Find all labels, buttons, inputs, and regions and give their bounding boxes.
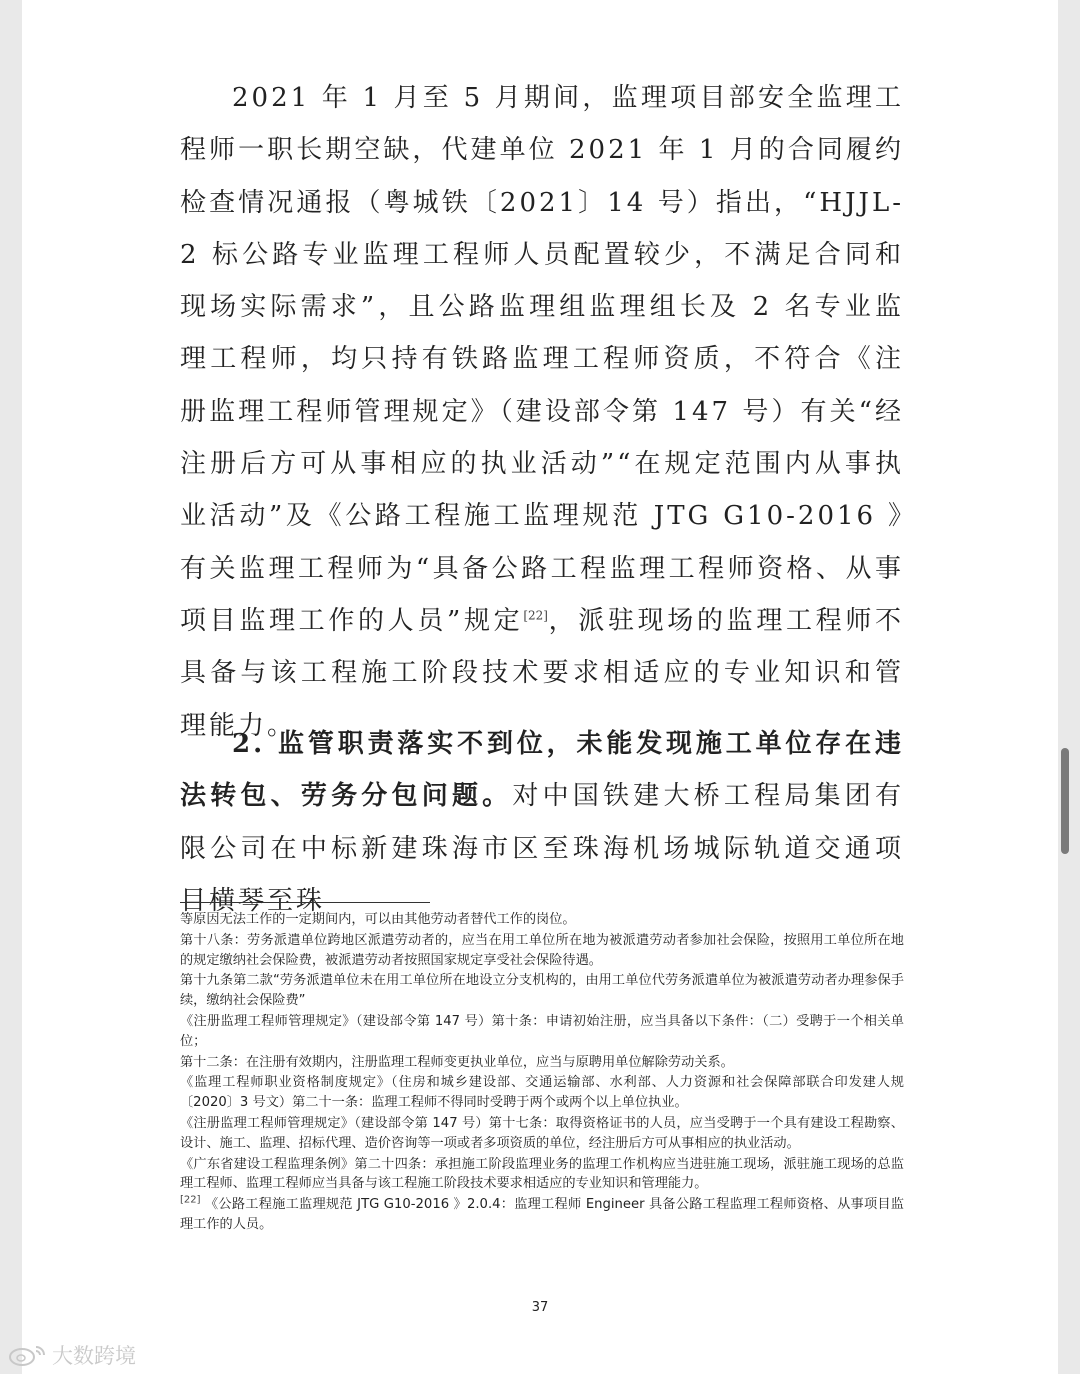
weibo-logo-icon: [8, 1343, 48, 1367]
footnote-22-text: 《公路工程施工监理规范 JTG G10-2016 》2.0.4：监理工程师 Engineer 具备公路工程监理工程师资格、从事项目监理工作的人员。: [180, 1197, 904, 1232]
paragraph-2: [180, 718, 904, 927]
footnote-line: 《注册监理工程师管理规定》（建设部令第 147 号）第十条：申请初始注册，应当具备以下条件：（二）受聘于一个相关单位；: [180, 1013, 904, 1049]
watermark-text: 大数跨境: [52, 1344, 136, 1368]
footnote-line: 《广东省建设工程监理条例》第二十四条：承担施工阶段监理业务的监理工作机构应当进驻施工现场，派驻施工现场的总监理工程师、监理工程师应当具备与该工程施工阶段技术要求相适应的专业知识和管理能力。: [180, 1156, 904, 1192]
footnote-line: 等原因无法工作的一定期间内，可以由其他劳动者替代工作的岗位。: [180, 912, 576, 927]
page-number: 37: [531, 1300, 549, 1315]
footnote-line: 《监理工程师职业资格制度规定》（住房和城乡建设部、交通运输部、水利部、人力资源和社会保障部联合印发建人规〔2020〕3 号文）第二十一条：监理工程师不得同时受聘于两个或两个以上单位执业。: [180, 1075, 904, 1111]
footnote-line: 第十九条第二款“劳务派遣单位未在用工单位所在地设立分支机构的，由用工单位代劳务派遣单位为被派遣劳动者办理参保手续，缴纳社会保险费”: [180, 973, 904, 1009]
paragraph-1: [180, 72, 904, 752]
paragraph-1-text-a: 2021 年 1 月至 5 月期间，监理项目部安全监理工程师一职长期空缺，代建单位 2021 年 1 月的合同履约检查情况通报（粤城铁〔2021〕14 号）指出，“HJJL-2 标公路专业监理工程师人员配置较少，不满足合同和现场实际需求”，且公路监理组监理组长及 2 名专业监理工程师，均只持有铁路监理工程师资质，不符合《注册监理工程师管理规定》（建设部令第 147 号）有关“经注册后方可从事相应的执业活动”“在规定范围内从事执业活动”及《公路工程施工监理规范 JTG G10-2016 》有关监理工程师为“具备公路工程监理工程师资格、从事项目监理工作的人员”规定: [180, 83, 904, 636]
footnote-22: [180, 1195, 904, 1235]
scrollbar-thumb[interactable]: [1061, 748, 1069, 854]
footnote-line: 第十八条：劳务派遣单位跨地区派遣劳动者的，应当在用工单位所在地为被派遣劳动者参加社会保险，按照用工单位所在地的规定缴纳社会保险费，被派遣劳动者按照国家规定享受社会保险待遇。: [180, 932, 904, 968]
footnote-22-marker: [22]: [180, 1194, 201, 1206]
footnote-line: 《注册监理工程师管理规定》（建设部令第 147 号）第十七条：取得资格证书的人员，应当受聘于一个具有建设工程勘察、设计、施工、监理、招标代理、造价咨询等一项或者多项资质的单位，经注册后方可从事相应的执业活动。: [180, 1115, 904, 1151]
footnote-line: 第十二条：在注册有效期内，注册监理工程师变更执业单位，应当与原聘用单位解除劳动关系。: [180, 1054, 734, 1070]
reference-22[interactable]: [22]: [523, 608, 548, 623]
footnotes: [180, 910, 904, 1236]
footnote-divider: [180, 902, 430, 903]
watermark: [8, 1340, 136, 1370]
paragraph-2-text: 对中国铁建大桥工程局集团有限公司在中标新建珠海市区至珠海机场城际轨道交通项目横琴至珠: [180, 781, 904, 916]
paragraph-1-text-b: ，派驻现场的监理工程师不具备与该工程施工阶段技术要求相适应的专业知识和管理能力。: [180, 605, 904, 741]
section-heading: 2. 监管职责落实不到位，未能发现施工单位存在违法转包、劳务分包问题。: [180, 729, 904, 812]
